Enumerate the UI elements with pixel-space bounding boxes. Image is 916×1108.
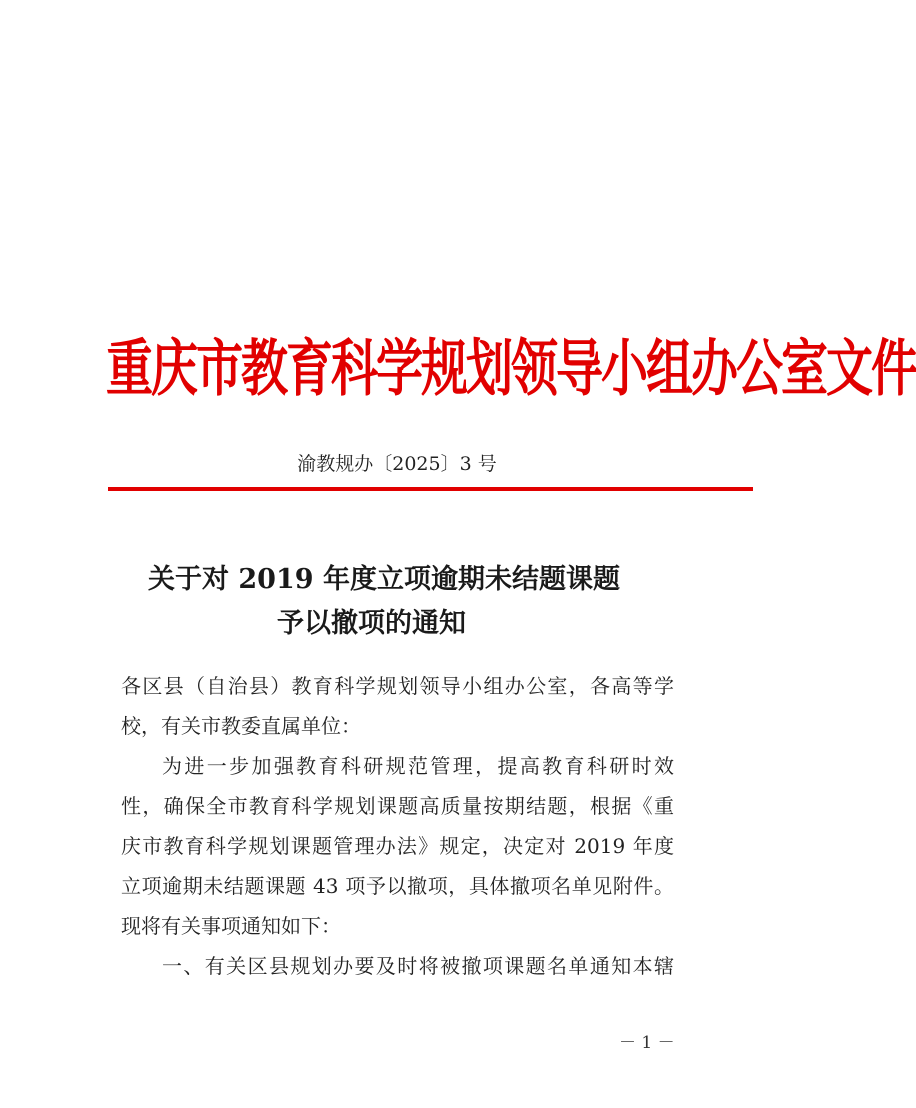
body-line-3: 为进一步加强教育科研规范管理，提高教育科研时效 — [162, 754, 674, 778]
issuer-masthead: 重庆市教育科学规划领导小组办公室文件 — [106, 333, 916, 406]
red-separator-rule — [108, 487, 753, 491]
body-line-4: 性，确保全市教育科学规划课题高质量按期结题，根据《重 — [121, 794, 674, 818]
body-line-7: 现将有关事项通知如下： — [121, 914, 341, 938]
page-number: － 1 － — [619, 1033, 675, 1053]
body-line-6: 立项逾期未结题课题 43 项予以撤项，具体撤项名单见附件。 — [121, 874, 674, 898]
notice-title-line-1: 关于对 2019 年度立项逾期未结题课题 — [148, 564, 620, 595]
body-line-5: 庆市教育科学规划课题管理办法》规定，决定对 2019 年度 — [121, 834, 674, 858]
body-line-1: 各区县（自治县）教育科学规划领导小组办公室，各高等学 — [121, 674, 674, 698]
document-number: 渝教规办〔2025〕3 号 — [297, 453, 497, 475]
notice-title-line-2: 予以撤项的通知 — [277, 608, 466, 639]
body-line-8: 一、有关区县规划办要及时将被撤项课题名单通知本辖 — [162, 954, 674, 978]
body-line-2: 校，有关市教委直属单位： — [121, 714, 361, 738]
